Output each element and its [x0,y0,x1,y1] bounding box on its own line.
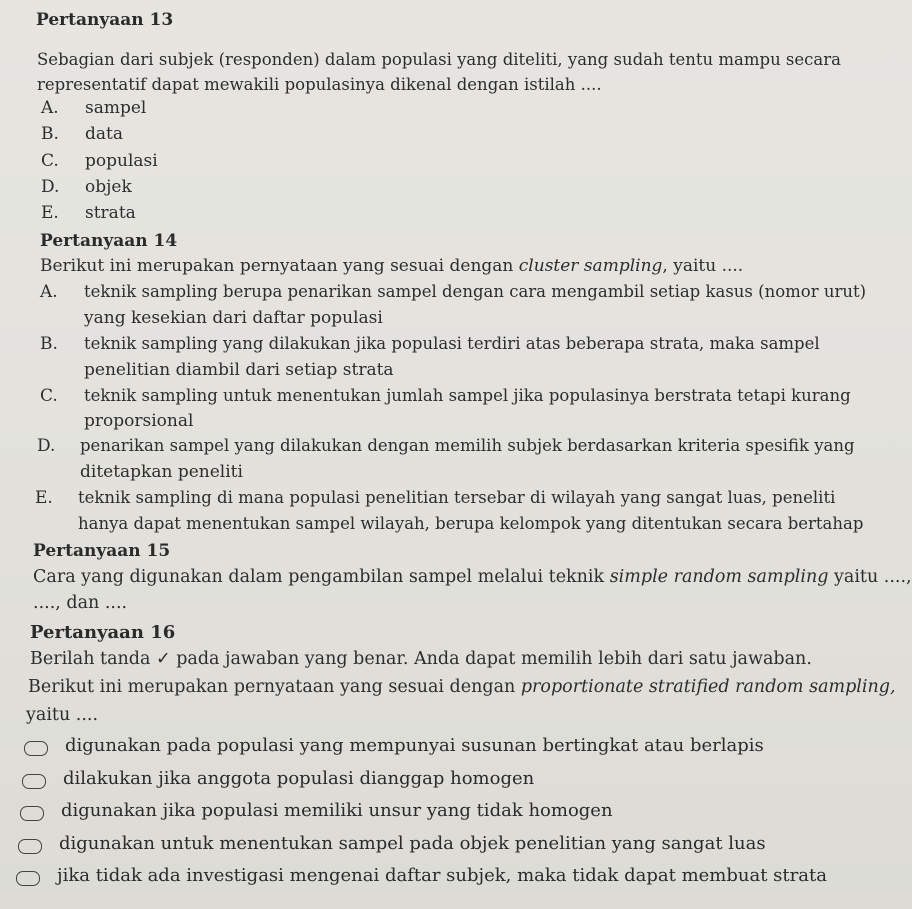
q14-option-e-line1: teknik sampling di mana populasi penelitian tersebar di wilayah yang sangat luas, peneliti [78,488,836,507]
q15-text-italic: simple random sampling [609,567,829,587]
q16-option-3-checkbox[interactable] [20,806,44,821]
q16-instruction: Berilah tanda ✓ pada jawaban yang benar. Anda dapat memilih lebih dari satu jawaban. [30,649,812,669]
q13-option-a: sampel [85,98,147,118]
q16-option-2-label: dilakukan jika anggota populasi dianggap homogen [63,768,535,789]
q14-text-italic: cluster sampling [518,256,663,276]
q14-option-c-line1: teknik sampling untuk menentukan jumlah sampel jika populasinya berstrata tetapi kurang [84,386,851,405]
q15-text-after: yaitu ...., [828,567,912,587]
q16-question-text [28,677,896,697]
q16-text-before: Berikut ini merupakan pernyataan yang sesuai dengan [28,677,521,697]
q16-text-line2: yaitu .... [26,705,99,725]
q15-question-text [33,567,912,587]
q14-option-a-letter: A. [40,282,58,302]
q14-option-d-line1: penarikan sampel yang dilakukan dengan memilih subjek berdasarkan kriteria spesifik yang [80,436,855,455]
q14-option-d-line2: ditetapkan peneliti [80,462,243,482]
q14-option-b-line1: teknik sampling yang dilakukan jika populasi terdiri atas beberapa strata, maka sampel [84,334,820,353]
q16-text-italic: proportionate stratified random sampling, [520,677,896,697]
q14-question-text [40,256,743,276]
q16-option-3-label: digunakan jika populasi memiliki unsur yang tidak homogen [61,800,613,821]
q14-text-before: Berikut ini merupakan pernyataan yang sesuai dengan [40,256,519,276]
q13-option-b: data [85,124,123,144]
q13-option-d: objek [85,177,132,197]
q13-option-b-letter: B. [41,124,59,144]
q14-title: Pertanyaan 14 [40,231,178,251]
q16-option-4-checkbox[interactable] [18,839,42,854]
q13-option-e: strata [85,203,136,223]
q13-option-d-letter: D. [41,177,60,197]
q14-option-d-letter: D. [37,436,56,456]
q16-title: Pertanyaan 16 [30,622,176,643]
q16-option-1-label: digunakan pada populasi yang mempunyai susunan bertingkat atau berlapis [65,735,764,756]
q14-text-after: , yaitu .... [662,256,744,276]
q16-option-4-label: digunakan untuk menentukan sampel pada objek penelitian yang sangat luas [59,833,766,854]
q14-option-c-line2: proporsional [84,411,194,431]
q16-option-5-checkbox[interactable] [16,871,40,886]
q15-text-before: Cara yang digunakan dalam pengambilan sampel melalui teknik [33,567,610,587]
q14-option-a-line2: yang kesekian dari daftar populasi [84,308,383,328]
q14-option-a-line1: teknik sampling berupa penarikan sampel dengan cara mengambil setiap kasus (nomor urut) [84,282,867,301]
q13-title: Pertanyaan 13 [36,10,174,30]
q16-option-1-checkbox[interactable] [24,741,48,756]
q16-option-2-checkbox[interactable] [22,774,46,789]
q14-option-b-line2: penelitian diambil dari setiap strata [84,360,394,380]
q13-option-c-letter: C. [41,151,59,171]
q13-option-e-letter: E. [41,203,59,223]
q13-text-line1: Sebagian dari subjek (responden) dalam populasi yang diteliti, yang sudah tentu mampu secara [37,50,841,69]
q13-option-c: populasi [85,151,158,171]
q15-text-line2: ...., dan .... [33,593,128,613]
q13-text-line2: representatif dapat mewakili populasinya dikenal dengan istilah .... [37,75,602,94]
q14-option-b-letter: B. [40,334,58,354]
q16-option-5-label: jika tidak ada investigasi mengenai daftar subjek, maka tidak dapat membuat strata [57,865,827,886]
q14-option-e-letter: E. [35,488,53,508]
q15-title: Pertanyaan 15 [33,541,171,561]
q14-option-c-letter: C. [40,386,58,406]
q13-option-a-letter: A. [41,98,59,118]
q14-option-e-line2: hanya dapat menentukan sampel wilayah, berupa kelompok yang ditentukan secara bertahap [78,514,864,533]
